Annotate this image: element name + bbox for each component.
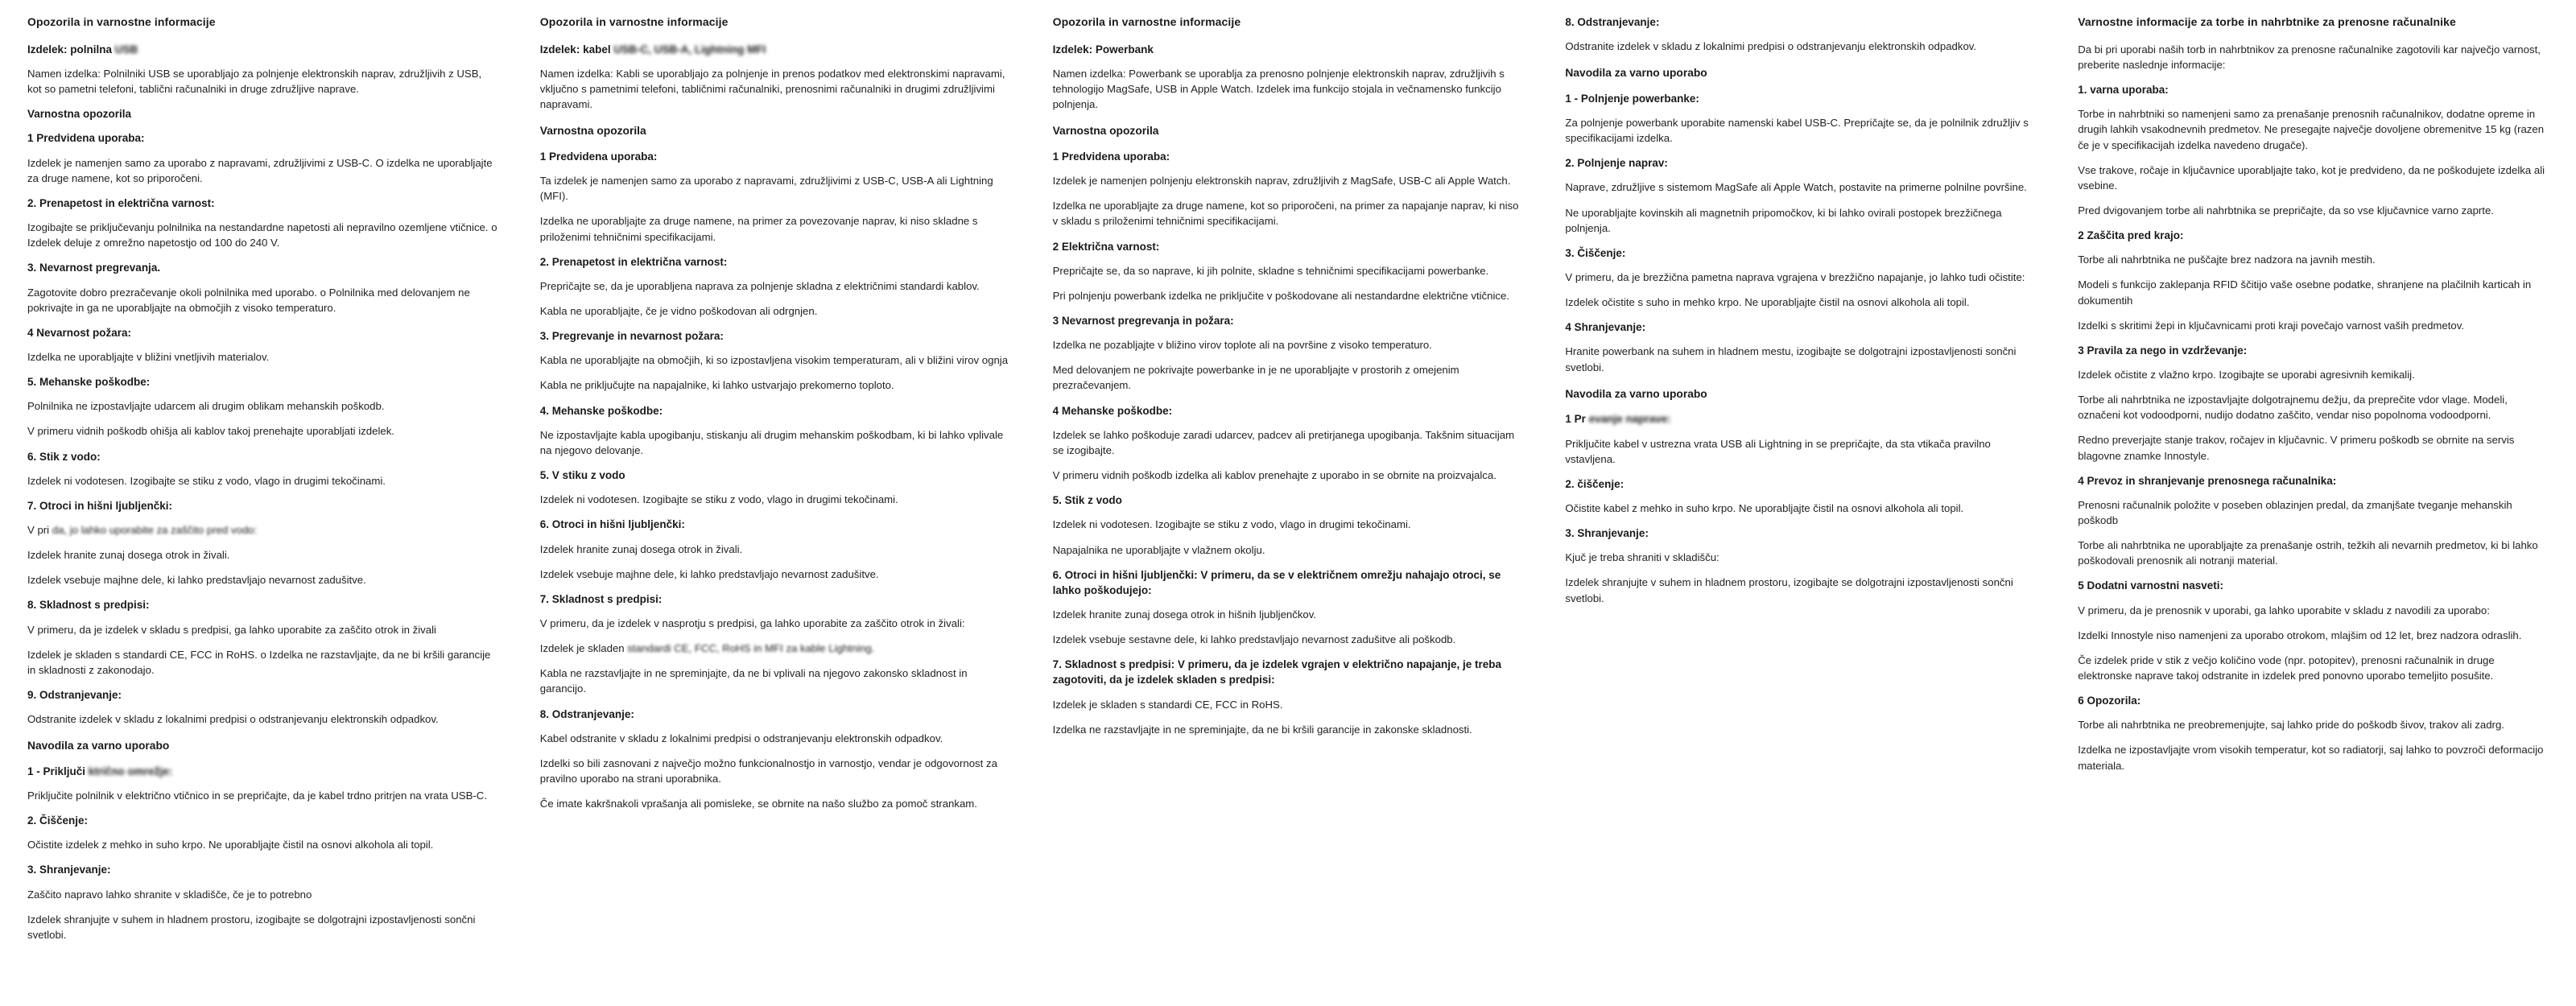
section-heading: 6. Otroci in hišni ljubljenčki: V primeru, da se v električnem omrežju nahajajo otroci, se lahko poškodujejo: xyxy=(1052,568,1501,596)
section-heading: 4 Mehanske poškodbe: xyxy=(1052,404,1173,417)
paragraph: Izdelka ne uporabljajte za druge namene, na primer za povezovanje naprav, ki niso skladne s priloženimi tehničnimi specifikacijami. xyxy=(539,215,978,243)
paragraph: Izdelek vsebuje majhne dele, ki lahko predstavljajo nevarnost zadušitve. xyxy=(539,567,879,580)
paragraph: Izdelek je skladen s standardi CE, FCC in RoHS. o Izdelka ne razstavljajte, da ne bi kršili garancije in skladnosti z zakonodajo. xyxy=(27,648,491,676)
section-heading: 6. Otroci in hišni ljubljenčki: xyxy=(539,518,685,531)
paragraph: Kabla ne razstavljajte in ne spreminjajte, da ne bi vplivali na njegovo zakonsko skladnost in garancijo. xyxy=(539,667,968,695)
section-heading: 3. Nevarnost pregrevanja. xyxy=(27,262,161,274)
column-title: Varnostne informacije za torbe in nahrbtnike za prenosne računalnike xyxy=(2078,15,2456,28)
heading-prefix: 1 Pr xyxy=(1565,413,1586,426)
section-heading: 4 Shranjevanje: xyxy=(1565,321,1646,334)
section-heading-major: Varnostna opozorila xyxy=(1052,125,1159,138)
document-column xyxy=(1032,14,1545,1000)
paragraph: Torbe ali nahrbtnika ne uporabljajte za prenašanje ostrih, težkih ali nevarnih predmetov, ki bi lahko poškodovali prenosnik ali notranji material. xyxy=(2078,539,2538,567)
paragraph: Kabla ne uporabljajte, če je vidno poškodovan ali odrgnjen. xyxy=(539,305,818,318)
paragraph: Očistite izdelek z mehko in suho krpo. Ne uporabljajte čistil na osnovi alkohola ali topil. xyxy=(27,839,434,851)
paragraph: Izdelek hranite zunaj dosega otrok in živali. xyxy=(539,542,743,555)
product-name-heading xyxy=(27,42,498,57)
paragraph: V primeru vidnih poškodb ohišja ali kablov takoj prenehajte uporabljati izdelek. xyxy=(27,425,394,438)
paragraph: Izdelki so bili zasnovani z največjo možno funkcionalnostjo in varnostjo, vendar je odgovornost za pravilno uporabo na strani uporabnika. xyxy=(539,757,997,785)
paragraph: Izdelek ni vodotesen. Izogibajte se stiku z vodo, vlago in drugimi tekočinami. xyxy=(27,474,386,487)
paragraph: Izdelek hranite zunaj dosega otrok in živali. xyxy=(27,549,230,562)
paragraph: Izdelek shranjujte v suhem in hladnem prostoru, izogibajte se dolgotrajni izpostavljenosti sončni svetlobi. xyxy=(1565,576,2013,604)
heading-blurred: evanje naprave: xyxy=(1588,413,1671,426)
section-heading-major: Navodila za varno uporabo xyxy=(1565,387,1707,400)
paragraph: Izdelka ne uporabljajte za druge namene, kot so priporočeni, na primer za napajanje naprav, ki niso v skladu s priloženimi tehničnimi specifikacijami. xyxy=(1052,200,1519,228)
paragraph: Zaščito napravo lahko shranite v skladišče, če je to potrebno xyxy=(27,888,312,901)
product-name-prefix: Izdelek: Powerbank xyxy=(1052,43,1154,56)
section-heading: 3. Shranjevanje: xyxy=(27,864,111,876)
paragraph: V primeru, da je izdelek v skladu s predpisi, ga lahko uporabite za zaščito otrok in živali xyxy=(27,623,436,636)
paragraph: Kabel odstranite v skladu z lokalnimi predpisi o odstranjevanju elektronskih odpadkov. xyxy=(539,732,943,744)
paragraph: Za polnjenje powerbank uporabite namenski kabel USB-C. Prepričajte se, da je polnilnik združljiv s specifikacijami izdelka. xyxy=(1565,117,2029,145)
paragraph: Namen izdelka: Kabli se uporabljajo za polnjenje in prenos podatkov med elektronskimi napravami, vključno s pametnimi telefoni, tabličnimi računalniki, prenosnimi računalniki in drugimi združljivimi napravami. xyxy=(539,68,1005,111)
paragraph: Prepričajte se, da so naprave, ki jih polnite, skladne s tehničnimi specifikacijami powerbanke. xyxy=(1052,264,1489,277)
paragraph-blurred: da, jo lahko uporabite za zaščito pred vodo: xyxy=(52,523,258,536)
section-heading-major: Varnostna opozorila xyxy=(539,125,646,138)
paragraph: Izdelek očistite z vlažno krpo. Izogibajte se uporabi agresivnih kemikalij. xyxy=(2078,369,2415,381)
section-heading: 3 Nevarnost pregrevanja in požara: xyxy=(1052,315,1234,328)
section-heading: Varnostna opozorila xyxy=(27,108,132,121)
document-column xyxy=(2057,14,2570,1000)
product-name-prefix: Izdelek: polnilna xyxy=(27,43,113,56)
paragraph-prefix: V pri xyxy=(27,523,50,536)
paragraph: Modeli s funkcijo zaklepanja RFID ščitijo vaše osebne podatke, shranjene na plačilnih karticah in dokumentih xyxy=(2078,278,2532,307)
column-title: Opozorila in varnostne informacije xyxy=(1052,15,1241,28)
section-heading-major: Navodila za varno uporabo xyxy=(27,740,170,752)
paragraph: Med delovanjem ne pokrivajte powerbanke in je ne uporabljajte v prostorih z omejenim prezračevanjem. xyxy=(1052,364,1459,392)
section-heading: 6. Stik z vodo: xyxy=(27,450,101,463)
paragraph: Naprave, združljive s sistemom MagSafe ali Apple Watch, postavite na primerne polnilne površine. xyxy=(1565,181,2027,194)
section-heading-partial xyxy=(27,764,498,779)
section-heading: 5 Dodatni varnostni nasveti: xyxy=(2078,579,2223,592)
section-heading-major: Navodila za varno uporabo xyxy=(1565,67,1707,80)
paragraph: Če imate kakršnakoli vprašanja ali pomisleke, se obrnite na našo službo za pomoč strankam. xyxy=(539,798,977,810)
heading-prefix: 1 - Priključi xyxy=(27,765,86,777)
product-name-heading xyxy=(1053,42,1524,57)
paragraph: Izdelek se lahko poškoduje zaradi udarcev, padcev ali pretirjanega upogibanja. Takšnim situacijam se izogibajte. xyxy=(1052,428,1515,456)
section-heading: 2 Električna varnost: xyxy=(1052,240,1160,253)
paragraph-blurred: standardi CE, FCC, RoHS in MFI za kable Lightning. xyxy=(627,642,875,655)
paragraph: Izdelka ne uporabljajte v bližini vnetljivih materialov. xyxy=(27,350,270,363)
section-heading: 5. Mehanske poškodbe: xyxy=(27,376,151,389)
paragraph: Torbe in nahrbtniki so namenjeni samo za prenašanje prenosnih računalnikov, dodatne opreme in drugih lahkih vsakodnevnih predmetov. Ne presegajte največje dovoljene obremenitve 15 kg (razen če je v specifikacijah izdelka navedeno drugače). xyxy=(2078,108,2545,151)
column-title: Opozorila in varnostne informacije xyxy=(539,15,729,28)
paragraph: Izdelek je namenjen polnjenju elektronskih naprav, združljivih z MagSafe, USB-C ali Apple Watch. xyxy=(1052,175,1511,188)
paragraph: Če izdelek pride v stik z večjo količino vode (npr. potopitev), prenosni računalnik in druge elektronske naprave takoj odstranite in izdelek pred ponovno uporabo temeljito posušite. xyxy=(2078,653,2495,682)
document-column xyxy=(6,14,519,1000)
paragraph-partial xyxy=(27,522,498,538)
document-column xyxy=(1544,14,2057,1000)
paragraph: Priključite polnilnik v električno vtičnico in se prepričajte, da je kabel trdno pritrjen na vrata USB-C. xyxy=(27,790,487,802)
section-heading: 5. V stiku z vodo xyxy=(539,469,625,482)
section-heading: 2. Prenapetost in električna varnost: xyxy=(539,255,728,268)
paragraph: Zagotovite dobro prezračevanje okoli polnilnika med uporabo. o Polnilnika med delovanjem ne pokrivajte in ga ne uporabljajte na območjih z visoko temperaturo. xyxy=(27,286,470,314)
paragraph-partial xyxy=(540,641,1011,656)
paragraph: Da bi pri uporabi naših torb in nahrbtnikov za prenosne računalnike zagotovili kar največjo varnost, preberite naslednje informacije: xyxy=(2078,43,2541,72)
paragraph: Namen izdelka: Polnilniki USB se uporabljajo za polnjenje elektronskih naprav, združljivih z USB, kot so pametni telefoni, tablični računalniki in druge združljive naprave. xyxy=(27,68,482,96)
section-heading: 7. Otroci in hišni ljubljenčki: xyxy=(27,499,173,512)
paragraph: Ta izdelek je namenjen samo za uporabo z napravami, združljivimi z USB-C, USB-A ali Lightning (MFI). xyxy=(539,175,993,203)
paragraph: Pred dvigovanjem torbe ali nahrbtnika se prepričajte, da so vse ključavnice varno zaprte. xyxy=(2078,204,2494,217)
section-heading: 4 Nevarnost požara: xyxy=(27,326,132,339)
paragraph: Izdelek ni vodotesen. Izogibajte se stiku z vodo, vlago in drugimi tekočinami. xyxy=(539,493,898,506)
paragraph: Torbe ali nahrbtnika ne izpostavljajte dolgotrajnemu dežju, da preprečite vdor vlage. Modeli, označeni kot vodoodporni, nudijo dodatno zaščito, vendar niso popolnoma vodoodporni. xyxy=(2078,394,2508,422)
paragraph: Torbe ali nahrbtnika ne puščajte brez nadzora na javnih mestih. xyxy=(2078,254,2376,266)
section-heading: 7. Skladnost s predpisi: xyxy=(539,592,663,605)
paragraph: Izdelka ne razstavljajte in ne spreminjajte, da ne bi kršili garancije in zakonske skladnosti. xyxy=(1052,723,1472,736)
paragraph: Prenosni računalnik položite v poseben oblazinjen predal, da zmanjšate tveganje mehanskih poškodb xyxy=(2078,498,2512,527)
product-name-blurred: USB-C, USB-A, Lightning MFI xyxy=(613,43,766,56)
section-heading: 9. Odstranjevanje: xyxy=(27,688,122,701)
paragraph: Očistite kabel z mehko in suho krpo. Ne uporabljajte čistil na osnovi alkohola ali topil. xyxy=(1565,501,1964,514)
paragraph: V primeru vidnih poškodb izdelka ali kablov prenehajte z uporabo in se obrnite na proizvajalca. xyxy=(1052,469,1496,482)
paragraph: Izdelek shranjujte v suhem in hladnem prostoru, izogibajte se dolgotrajni izpostavljenosti sončni svetlobi. xyxy=(27,913,476,941)
paragraph: Odstranite izdelek v skladu z lokalnimi predpisi o odstranjevanju elektronskih odpadkov. xyxy=(1565,40,1977,53)
section-heading: 5. Stik z vodo xyxy=(1052,494,1122,507)
section-heading: 4 Prevoz in shranjevanje prenosnega računalnika: xyxy=(2078,474,2337,487)
paragraph: Izdelka ne izpostavljajte vrom visokih temperatur, kot so radiatorji, saj lahko to povzroči deformacijo materiala. xyxy=(2078,744,2544,772)
paragraph: Ne uporabljajte kovinskih ali magnetnih pripomočkov, ki bi lahko ovirali postopek brezžičnega polnjenja. xyxy=(1565,206,2002,234)
paragraph: Vse trakove, ročaje in ključavnice uporabljajte tako, kot je predvideno, da ne poškodujete izdelka ali vsebine. xyxy=(2078,163,2545,192)
section-heading: 1 Predvidena uporaba: xyxy=(539,150,658,163)
section-heading: 3. Pregrevanje in nevarnost požara: xyxy=(539,330,724,343)
paragraph: Kabla ne uporabljajte na območjih, ki so izpostavljena visokim temperaturam, ali v bližini virov ognja xyxy=(539,354,1009,367)
section-heading: 8. Skladnost s predpisi: xyxy=(27,599,150,612)
paragraph: Izdelek ni vodotesen. Izogibajte se stiku z vodo, vlago in drugimi tekočinami. xyxy=(1052,518,1411,531)
section-heading: 1. varna uporaba: xyxy=(2078,84,2169,97)
paragraph: V primeru, da je brezžična pametna naprava vgrajena v brezžično napajanje, jo lahko tudi očistite: xyxy=(1565,271,2025,284)
paragraph: Napajalnika ne uporabljajte v vlažnem okolju. xyxy=(1052,543,1265,556)
paragraph: Priključite kabel v ustrezna vrata USB ali Lightning in se prepričajte, da sta vtikača pravilno vstavljena. xyxy=(1565,437,1991,465)
document-column xyxy=(519,14,1032,1000)
paragraph: Izdelki Innostyle niso namenjeni za uporabo otrokom, mlajšim od 12 let, brez nadzora odraslih. xyxy=(2078,629,2522,641)
paragraph: Polnilnika ne izpostavljajte udarcem ali drugim oblikam mehanskih poškodb. xyxy=(27,400,385,413)
paragraph: Izdelek očistite s suho in mehko krpo. Ne uporabljajte čistil na osnovi alkohola ali topil. xyxy=(1565,296,1970,309)
paragraph: Izdelek je skladen s standardi CE, FCC in RoHS. xyxy=(1052,698,1283,711)
paragraph: Ne izpostavljajte kabla upogibanju, stiskanju ali drugim mehanskim poškodbam, ki bi lahko vplivale na njegovo delovanje. xyxy=(539,428,1004,456)
section-heading: 2. Polnjenje naprav: xyxy=(1565,157,1668,170)
paragraph: Pri polnjenju powerbank izdelka ne priključite v poškodovane ali nestandardne električne vtičnice. xyxy=(1052,289,1509,302)
product-name-blurred: USB xyxy=(114,43,138,56)
column-title: Opozorila in varnostne informacije xyxy=(27,15,216,28)
paragraph: Izdelki s skritimi žepi in ključavnicami proti kraji povečajo varnost vaših predmetov. xyxy=(2078,319,2464,332)
product-name-heading xyxy=(540,42,1011,57)
section-heading: 2 Zaščita pred krajo: xyxy=(2078,229,2184,242)
section-heading: 3. Shranjevanje: xyxy=(1565,527,1649,540)
section-heading: 8. Odstranjevanje: xyxy=(539,707,634,720)
section-heading: 3 Pravila za nego in vzdrževanje: xyxy=(2078,344,2248,357)
section-heading: 1 Predvidena uporaba: xyxy=(1052,150,1170,163)
paragraph: Kjuč je treba shraniti v skladišču: xyxy=(1565,551,1719,564)
section-heading: 2. čiščenje: xyxy=(1565,477,1624,490)
section-heading: 2. Čiščenje: xyxy=(27,814,89,827)
paragraph: Izdelka ne pozabljajte v bližino virov toplote ali na površine z visoko temperaturo. xyxy=(1052,339,1432,352)
paragraph: Izdelek vsebuje majhne dele, ki lahko predstavljajo nevarnost zadušitve. xyxy=(27,574,366,587)
paragraph: Odstranite izdelek v skladu z lokalnimi predpisi o odstranjevanju elektronskih odpadkov. xyxy=(27,713,439,726)
paragraph: Kabla ne priključujte na napajalnike, ki lahko ustvarjajo prekomerno toploto. xyxy=(539,379,894,392)
paragraph: Izogibajte se priključevanju polnilnika na nestandardne napetosti ali nepravilno ozemljene vtičnice. o Izdelek deluje z omrežno napetostjo od 100 do 240 V. xyxy=(27,221,497,249)
paragraph: Prepričajte se, da je uporabljena naprava za polnjenje skladna z električnimi standardi kablov. xyxy=(539,279,980,292)
paragraph: Torbe ali nahrbtnika ne preobremenjujte, saj lahko pride do poškodb šivov, trakov ali zadrg. xyxy=(2078,719,2504,732)
paragraph: V primeru, da je izdelek v nasprotju s predpisi, ga lahko uporabite za zaščito otrok in živali: xyxy=(539,616,965,629)
paragraph: V primeru, da je prenosnik v uporabi, ga lahko uporabite v skladu z navodili za uporabo: xyxy=(2078,604,2490,616)
section-heading: 4. Mehanske poškodbe: xyxy=(539,404,663,417)
section-heading: 7. Skladnost s predpisi: V primeru, da je izdelek vgrajen v električno napajanje, je treba zagotoviti, da je izdelek skladen s predpisi: xyxy=(1052,658,1502,686)
section-heading: 2. Prenapetost in električna varnost: xyxy=(27,196,215,209)
section-heading: 1 Predvidena uporaba: xyxy=(27,132,145,145)
paragraph: Izdelek je namenjen samo za uporabo z napravami, združljivimi z USB-C. O izdelka ne uporabljajte za druge namene, kot so priporočeni. xyxy=(27,156,493,184)
section-heading: 3. Čiščenje: xyxy=(1565,246,1626,259)
section-heading: 8. Odstranjevanje: xyxy=(1565,16,1660,28)
paragraph: Namen izdelka: Powerbank se uporablja za prenosno polnjenje elektronskih naprav, združljivih s tehnologijo MagSafe, USB in Apple Watch. Izdelek ima funkcijo stojala in večnamensko funkcijo polnjenja. xyxy=(1052,68,1505,111)
section-heading: 6 Opozorila: xyxy=(2078,695,2141,707)
section-heading-partial xyxy=(1565,411,2036,427)
product-name-prefix: Izdelek: kabel xyxy=(539,43,611,56)
paragraph: Izdelek hranite zunaj dosega otrok in hišnih ljubljenčkov. xyxy=(1052,608,1317,621)
paragraph: Hranite powerbank na suhem in hladnem mestu, izogibajte se dolgotrajni izpostavljenosti sončni svetlobi. xyxy=(1565,345,2017,373)
paragraph-prefix: Izdelek je skladen xyxy=(539,642,625,655)
section-heading: 1 - Polnjenje powerbanke: xyxy=(1565,92,1699,105)
paragraph: Izdelek vsebuje sestavne dele, ki lahko predstavljajo nevarnost zadušitve ali poškodb. xyxy=(1052,633,1456,646)
heading-blurred: ktrično omrežje: xyxy=(88,765,173,777)
paragraph: Redno preverjajte stanje trakov, ročajev in ključavnic. V primeru poškodb se obrnite na servis blagovne znamke Innostyle. xyxy=(2078,434,2515,462)
